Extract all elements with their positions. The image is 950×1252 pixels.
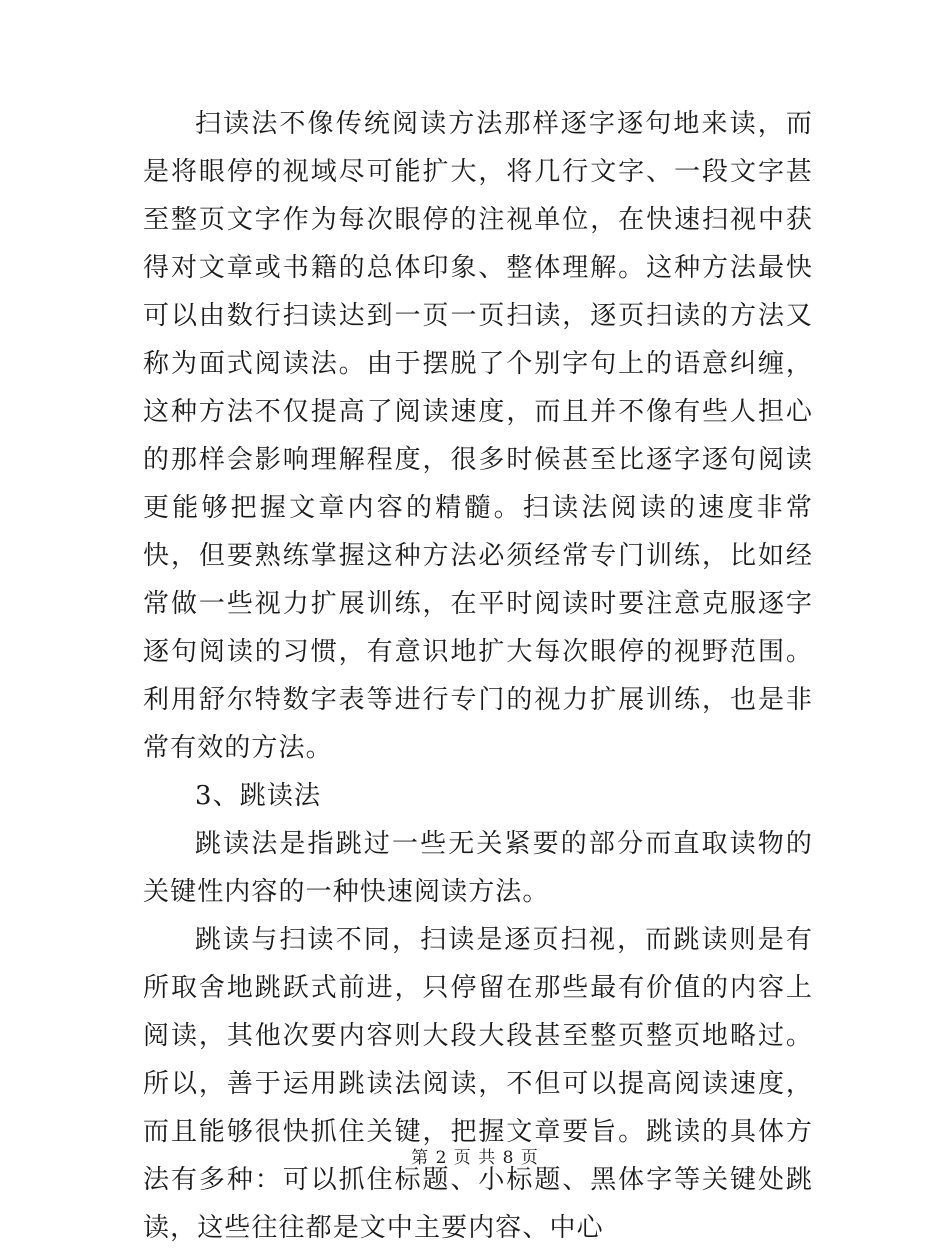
paragraph-skip-vs-scan: 跳读与扫读不同，扫读是逐页扫视，而跳读则是有所取舍地跳跃式前进，只停留在那些最有价值的内容上阅读，其他次要内容则大段大段甚至整页整页地略过。所以，善于运用跳读法阅读，不但可以提高阅读速度，而且能够很快抓住关键，把握文章要旨。跳读的具体方法有多种：可以抓住标题、小标题、黑体字等关键处跳读，这些往往都是文中主要内容、中心 [143, 925, 813, 1243]
document-body [143, 100, 813, 1252]
paragraph-scan-reading: 扫读法不像传统阅读方法那样逐字逐句地来读，而是将眼停的视域尽可能扩大，将几行文字、一段文字甚至整页文字作为每次眼停的注视单位，在快速扫视中获得对文章或书籍的总体印象、整体理解。这种方法最快可以由数行扫读达到一页一页扫读，逐页扫读的方法又称为面式阅读法。由于摆脱了个别字句上的语意纠缠，这种方法不仅提高了阅读速度，而且并不像有些人担心的那样会影响理解程度，很多时候甚至比逐字逐句阅读更能够把握文章内容的精髓。扫读法阅读的速度非常快，但要熟练掌握这种方法必须经常专门训练，比如经常做一些视力扩展训练，在平时阅读时要注意克服逐字逐句阅读的习惯，有意识地扩大每次眼停的视野范围。利用舒尔特数字表等进行专门的视力扩展训练，也是非常有效的方法。 [143, 109, 813, 763]
paragraph-skip-reading-definition: 跳读法是指跳过一些无关紧要的部分而直取读物的关键性内容的一种快速阅读方法。 [143, 829, 813, 907]
page-number-footer: 第 2 页 共 8 页 [411, 1148, 539, 1168]
section-heading-skip-reading: 3、跳读法 [195, 781, 322, 811]
